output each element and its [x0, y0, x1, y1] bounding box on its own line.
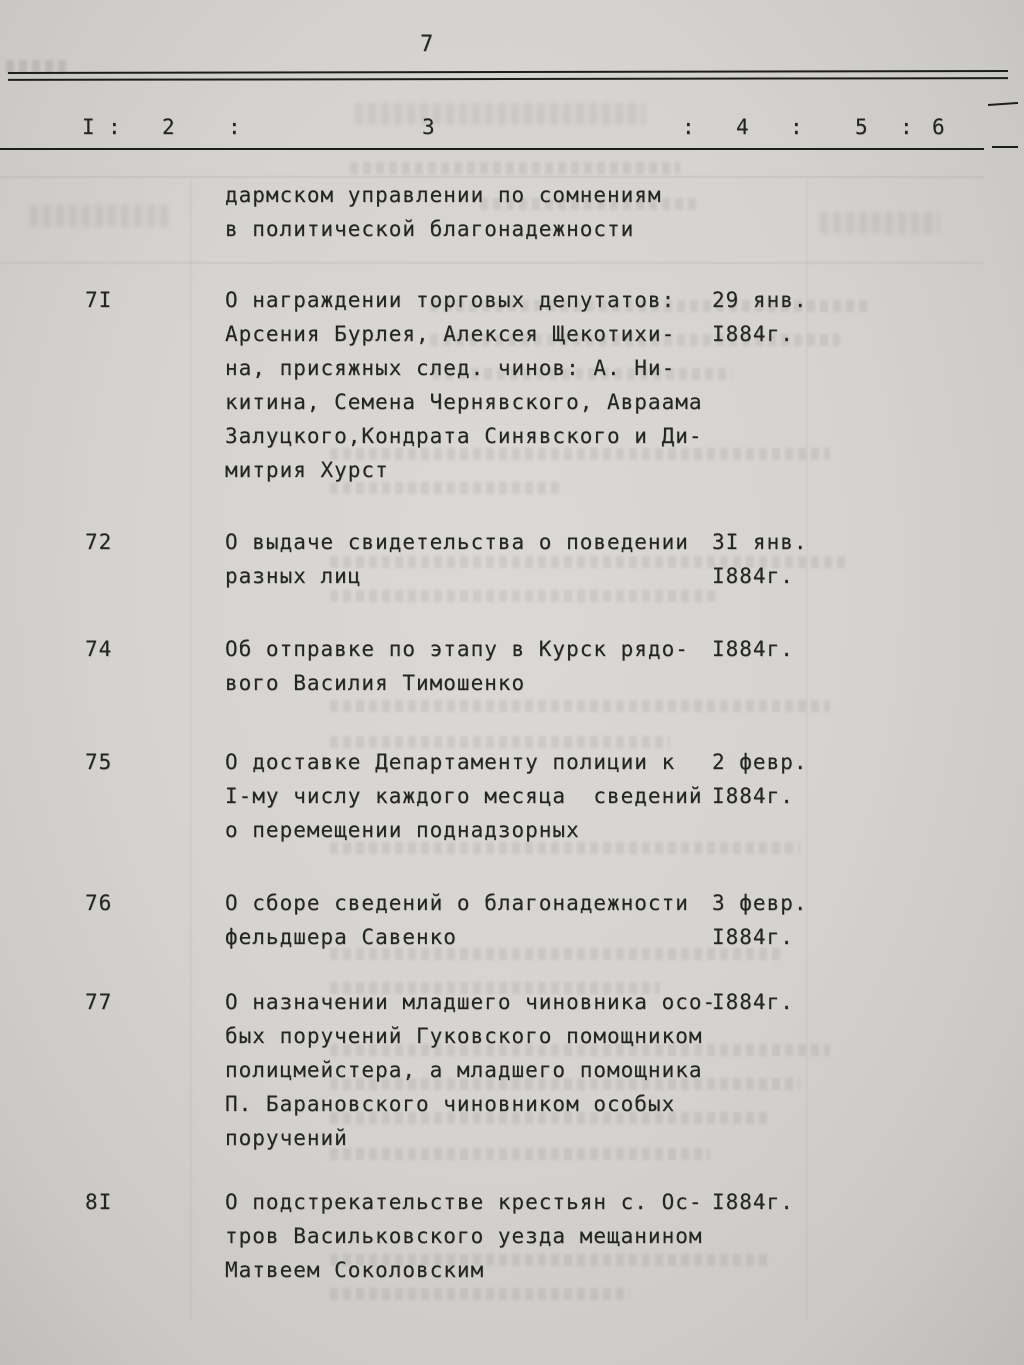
header-bottom-rule — [0, 148, 984, 150]
entry-date — [712, 525, 832, 593]
bleed-through-text — [350, 162, 680, 174]
entry-date — [712, 632, 832, 666]
entry-date-line: 3 февр. — [712, 891, 808, 915]
entry-text — [225, 632, 725, 700]
entry-number: 76 — [85, 891, 113, 915]
entry-date-line: I884г. — [712, 564, 794, 588]
entry-text — [225, 283, 725, 487]
column-separator: : — [228, 115, 242, 139]
entry-text-line: полицмейстера, а младшего помощника — [225, 1058, 703, 1082]
margin-dash — [992, 146, 1018, 148]
entry-date — [712, 745, 832, 813]
column-separator: : — [682, 115, 696, 139]
entry-number: 74 — [85, 637, 113, 661]
bleed-through-text — [355, 103, 645, 125]
entry-row — [0, 1185, 984, 1287]
entry-row — [0, 283, 984, 487]
entry-row — [0, 632, 984, 700]
entry-text-line: фельдшера Савенко — [225, 925, 457, 949]
entry-text-line: Залуцкого,Кондрата Синявского и Ди- — [225, 424, 703, 448]
entry-date-line: 29 янв. — [712, 288, 808, 312]
entry-text-line: О подстрекательстве крестьян с. Ос- — [225, 1190, 703, 1214]
entry-text-line: П. Барановского чиновником особых — [225, 1092, 676, 1116]
column-label-6: 6 — [932, 115, 946, 139]
entry-date-line: I884г. — [712, 1190, 794, 1214]
top-double-rule — [8, 77, 1008, 81]
entry-date-line: I884г. — [712, 990, 794, 1014]
continuation-block — [225, 178, 984, 246]
entry-text-line: Матвеем Соколовским — [225, 1258, 485, 1282]
entry-number: 72 — [85, 530, 113, 554]
entry-date — [712, 283, 832, 351]
entry-text-line: о перемещении поднадзорных — [225, 818, 580, 842]
entry-text-line: О выдаче свидетельства о поведении — [225, 530, 689, 554]
column-separator: : — [900, 115, 914, 139]
entry-row — [0, 525, 984, 593]
entry-text — [225, 886, 725, 954]
top-double-rule — [8, 70, 1008, 74]
column-label-1: I — [82, 115, 96, 139]
entry-text-line: О сборе сведений о благонадежности — [225, 891, 689, 915]
column-label-4: 4 — [736, 115, 750, 139]
entry-date-line: 2 февр. — [712, 750, 808, 774]
entry-date-line: I884г. — [712, 637, 794, 661]
entry-text-line: вого Василия Тимошенко — [225, 671, 526, 695]
column-label-5: 5 — [855, 115, 869, 139]
entry-number: 7I — [85, 288, 113, 312]
entry-date — [712, 886, 832, 954]
entry-text — [225, 745, 725, 847]
entry-text-line: Арсения Бурлея, Алексея Щекотихи- — [225, 322, 676, 346]
column-label-2: 2 — [162, 115, 176, 139]
entry-row — [0, 745, 984, 847]
continuation-line: в политической благонадежности — [225, 217, 635, 241]
entry-date-line: 3I янв. — [712, 530, 808, 554]
entry-text-line: О доставке Департаменту полиции к — [225, 750, 676, 774]
entry-row — [0, 886, 984, 954]
entry-text-line: тров Васильковского уезда мещанином — [225, 1224, 703, 1248]
entry-date — [712, 1185, 832, 1219]
entry-date — [712, 985, 832, 1019]
entry-text — [225, 1185, 725, 1287]
entry-date-line: I884г. — [712, 925, 794, 949]
entry-date-line: I884г. — [712, 322, 794, 346]
entry-text-line: О назначении младшего чиновника осо- — [225, 990, 717, 1014]
entry-text-line: митрия Хурст — [225, 458, 389, 482]
entry-row — [0, 985, 984, 1155]
entry-text-line: на, присяжных след. чинов: А. Ни- — [225, 356, 676, 380]
entry-number: 77 — [85, 990, 113, 1014]
column-separator: : — [108, 115, 122, 139]
column-label-3: 3 — [422, 115, 436, 139]
bleed-through-text — [330, 1288, 630, 1300]
register-body — [0, 178, 984, 1287]
column-separator: : — [790, 115, 804, 139]
entry-text — [225, 525, 725, 593]
entry-number: 8I — [85, 1190, 113, 1214]
entry-text-line: Об отправке по этапу в Курск рядо- — [225, 637, 689, 661]
entry-text-line: бых поручений Гуковского помощником — [225, 1024, 703, 1048]
margin-dash — [988, 102, 1018, 106]
entry-number: 75 — [85, 750, 113, 774]
entry-text-line: разных лиц — [225, 564, 362, 588]
entry-text-line: О награждении торговых депутатов: — [225, 288, 676, 312]
continuation-line: дармском управлении по сомнениям — [225, 183, 662, 207]
entry-text-line: I-му числу каждого месяца сведений — [225, 784, 703, 808]
entry-text-line: поручений — [225, 1126, 348, 1150]
page-number: 7 — [420, 32, 435, 57]
entry-date-line: I884г. — [712, 784, 794, 808]
entry-text — [225, 985, 725, 1155]
entry-list — [0, 283, 984, 1287]
entry-text-line: китина, Семена Чернявского, Авраама — [225, 390, 703, 414]
